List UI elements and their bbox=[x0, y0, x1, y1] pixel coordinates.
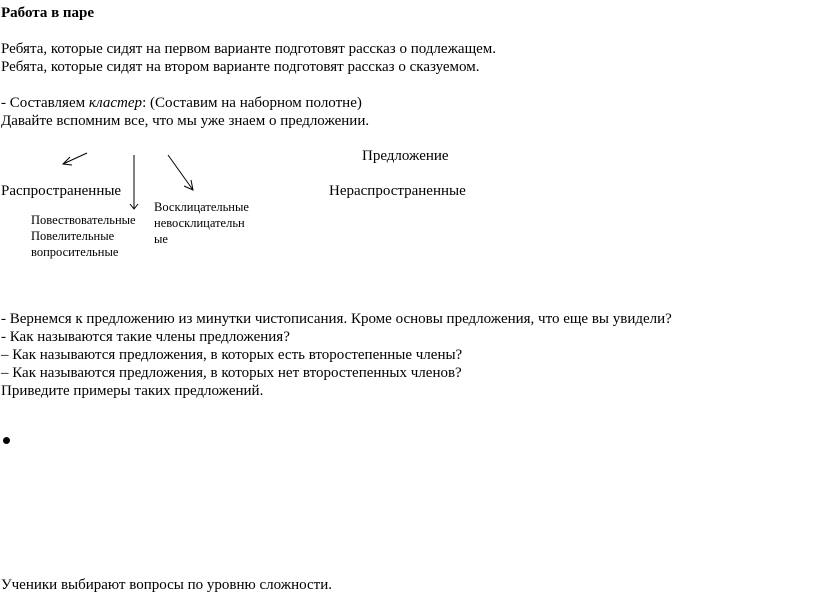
footer-line: Ученики выбирают вопросы по уровню сложности. bbox=[1, 577, 332, 593]
intonation-type-2: невосклицательн bbox=[154, 216, 245, 230]
cluster-term: кластер bbox=[88, 95, 143, 111]
question-3: – Как называются предложения, в которых есть второстепенные члены? bbox=[1, 347, 463, 363]
cluster-right-branch: Нераспространенные bbox=[329, 183, 466, 199]
question-5: Приведите примеры таких предложений. bbox=[1, 383, 264, 399]
cluster-root: Предложение bbox=[362, 148, 449, 164]
intonation-type-1: Восклицательные bbox=[154, 200, 249, 214]
section-heading: Работа в паре bbox=[1, 5, 95, 21]
question-1: - Вернемся к предложению из минутки чистописания. Кроме основы предложения, что еще вы увидели? bbox=[1, 311, 672, 327]
cluster-suffix: : (Составим на наборном полотне) bbox=[142, 95, 362, 111]
arrow-right-branch bbox=[168, 155, 193, 190]
purpose-type-1: Повествовательные bbox=[31, 213, 136, 227]
cluster-left-branch: Распространенные bbox=[1, 183, 122, 199]
question-2: - Как называются такие члены предложения? bbox=[1, 329, 290, 345]
pair-line-2: Ребята, которые сидят на втором варианте подготовят рассказ о сказуемом. bbox=[1, 59, 480, 75]
purpose-type-2: Повелительные bbox=[31, 229, 115, 243]
intonation-type-3: ые bbox=[154, 232, 168, 246]
pair-line-1: Ребята, которые сидят на первом варианте подготовят рассказ о подлежащем. bbox=[1, 41, 497, 57]
question-4: – Как называются предложения, в которых нет второстепенных членов? bbox=[1, 365, 462, 381]
purpose-type-3: вопросительные bbox=[31, 245, 119, 259]
recall-line: Давайте вспомним все, что мы уже знаем о предложении. bbox=[1, 113, 370, 129]
cluster-prefix: - Составляем bbox=[1, 95, 89, 111]
arrow-left-branch bbox=[63, 153, 87, 164]
